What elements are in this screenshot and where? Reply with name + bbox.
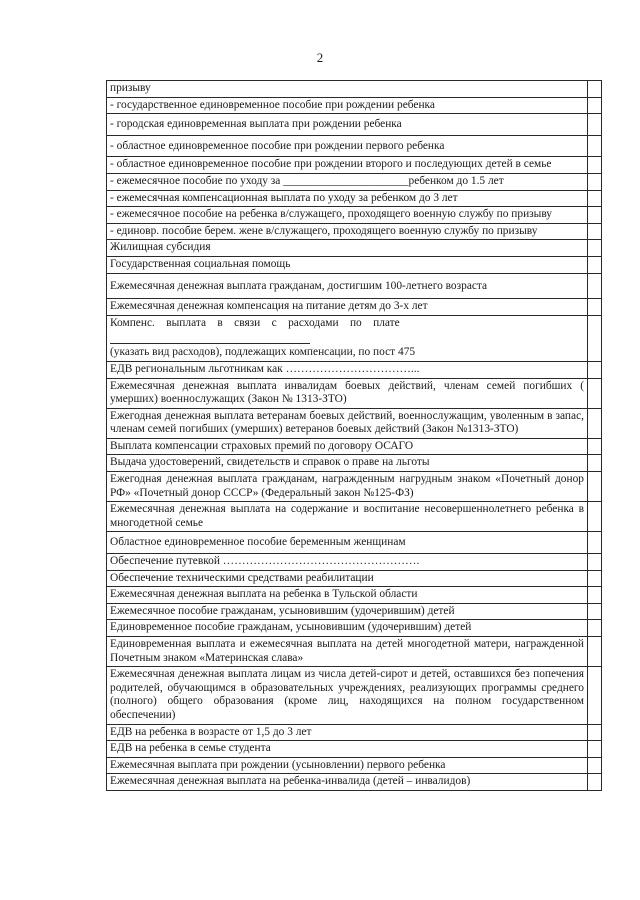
checkbox-cell[interactable] <box>588 603 602 620</box>
table-row <box>107 223 602 240</box>
checkbox-cell[interactable] <box>588 135 602 157</box>
table-row <box>107 361 602 378</box>
checkbox-cell[interactable] <box>588 502 602 532</box>
row-text: призыву <box>107 81 588 98</box>
checkbox-cell[interactable] <box>588 408 602 438</box>
checkbox-cell[interactable] <box>588 554 602 571</box>
row-text: Единовременная выплата и ежемесячная выплата на детей многодетной матери, награжденной Почетным знаком «Материнская слава» <box>107 637 588 667</box>
table-row <box>107 757 602 774</box>
row-text: Обеспечение техническими средствами реабилитации <box>107 570 588 587</box>
table-row <box>107 603 602 620</box>
table-row <box>107 97 602 114</box>
row-text: Областное единовременное пособие беременным женщинам <box>107 532 588 554</box>
table-row <box>107 408 602 438</box>
row-text: - единовр. пособие берем. жене в/служащего, проходящего военную службу по призыву <box>107 223 588 240</box>
table-row <box>107 637 602 667</box>
table-row <box>107 207 602 224</box>
row-text: - государственное единовременное пособие при рождении ребенка <box>107 97 588 114</box>
table-row <box>107 667 602 724</box>
checkbox-cell[interactable] <box>588 273 602 299</box>
table-row <box>107 173 602 190</box>
row-text: Выплата компенсации страховых премий по договору ОСАГО <box>107 438 588 455</box>
table-row <box>107 502 602 532</box>
table-row <box>107 724 602 741</box>
row-text: Обеспечение путевкой ……………………………………………. <box>107 554 588 571</box>
table-row <box>107 81 602 98</box>
row-text: Ежемесячная денежная выплата лицам из числа детей-сирот и детей, оставшихся без попечения родителей, обучающимся в образовательных учреждениях, реализующих программы среднего (полного) общего образования (кроме лиц, находящихся на полном государственном обеспечении) <box>107 667 588 724</box>
table-row <box>107 532 602 554</box>
table-row <box>107 114 602 136</box>
table-row <box>107 299 602 316</box>
row-text: Ежемесячная денежная выплата на содержание и воспитание несовершеннолетнего ребенка в многодетной семье <box>107 502 588 532</box>
table-row <box>107 438 602 455</box>
row-text: - ежемесячная компенсационная выплата по уходу за ребенком до 3 лет <box>107 190 588 207</box>
checkbox-cell[interactable] <box>588 207 602 224</box>
checkbox-cell[interactable] <box>588 223 602 240</box>
row-text: Жилищная субсидия <box>107 240 588 257</box>
checkbox-cell[interactable] <box>588 455 602 472</box>
checkbox-cell[interactable] <box>588 724 602 741</box>
checkbox-cell[interactable] <box>588 587 602 604</box>
row-text: - областное единовременное пособие при рождении второго и последующих детей в семье <box>107 157 588 174</box>
row-text: - ежемесячное пособие на ребенка в/служащего, проходящего военную службу по призыву <box>107 207 588 224</box>
row-text: Ежегодная денежная выплата гражданам, награжденным нагрудным знаком «Почетный донор РФ» «Почетный донор СССР» (Федеральный закон №125-ФЗ) <box>107 472 588 502</box>
row-text: - областное единовременное пособие при рождении первого ребенка <box>107 135 588 157</box>
checkbox-cell[interactable] <box>588 570 602 587</box>
row-text: ЕДВ на ребенка в возрасте от 1,5 до 3 лет <box>107 724 588 741</box>
checkbox-cell[interactable] <box>588 256 602 273</box>
table-row <box>107 774 602 791</box>
checkbox-cell[interactable] <box>588 97 602 114</box>
fill-in-line[interactable] <box>110 330 310 344</box>
checkbox-cell[interactable] <box>588 532 602 554</box>
checkbox-cell[interactable] <box>588 757 602 774</box>
checkbox-cell[interactable] <box>588 741 602 758</box>
checkbox-cell[interactable] <box>588 361 602 378</box>
row-text: Ежемесячная денежная выплата на ребенка в Тульской области <box>107 587 588 604</box>
checkbox-cell[interactable] <box>588 315 602 361</box>
checkbox-cell[interactable] <box>588 438 602 455</box>
table-row <box>107 472 602 502</box>
row-text: ЕДВ на ребенка в семье студента <box>107 741 588 758</box>
table-row <box>107 273 602 299</box>
table-row <box>107 240 602 257</box>
table-row <box>107 315 602 361</box>
page-number: 2 <box>316 50 324 65</box>
table-row <box>107 135 602 157</box>
row-text: ЕДВ региональным льготникам как ……………………………... <box>107 361 588 378</box>
row-text: Ежемесячная выплата при рождении (усыновлении) первого ребенка <box>107 757 588 774</box>
table-row <box>107 378 602 408</box>
row-text: - городская единовременная выплата при рождении ребенка <box>107 114 588 136</box>
table-row <box>107 570 602 587</box>
checkbox-cell[interactable] <box>588 114 602 136</box>
checkbox-cell[interactable] <box>588 190 602 207</box>
checkbox-cell[interactable] <box>588 173 602 190</box>
row-text: Ежемесячная денежная выплата инвалидам боевых действий, членам семей погибших ( умерших) военнослужащих (Закон № 1313-ЗТО) <box>107 378 588 408</box>
checkbox-cell[interactable] <box>588 620 602 637</box>
row-text: - ежемесячное пособие по уходу за ______________________ребенком до 1.5 лет <box>107 173 588 190</box>
checkbox-cell[interactable] <box>588 299 602 316</box>
checkbox-cell[interactable] <box>588 378 602 408</box>
row-text-line: Компенс. выплата в связи с расходами по плате <box>110 316 400 329</box>
row-text: Ежемесячная денежная выплата гражданам, достигшим 100-летнего возраста <box>107 273 588 299</box>
table-row <box>107 157 602 174</box>
table-row <box>107 741 602 758</box>
table-row <box>107 190 602 207</box>
row-text: Ежемесячное пособие гражданам, усыновившим (удочерившим) детей <box>107 603 588 620</box>
checkbox-cell[interactable] <box>588 240 602 257</box>
row-text: Ежемесячная денежная компенсация на питание детям до 3-х лет <box>107 299 588 316</box>
checkbox-cell[interactable] <box>588 774 602 791</box>
row-text: Ежемесячная денежная выплата на ребенка-инвалида (детей – инвалидов) <box>107 774 588 791</box>
row-text: Государственная социальная помощь <box>107 256 588 273</box>
checkbox-cell[interactable] <box>588 472 602 502</box>
row-text: Ежегодная денежная выплата ветеранам боевых действий, военнослужащим, уволенным в запас, членам семей погибших (умерших) ветеранов боевых действий (Закон №1313-ЗТО) <box>107 408 588 438</box>
row-text: Выдача удостоверений, свидетельств и справок о праве на льготы <box>107 455 588 472</box>
checkbox-cell[interactable] <box>588 637 602 667</box>
table-row <box>107 455 602 472</box>
checkbox-cell[interactable] <box>588 667 602 724</box>
row-text: Единовременное пособие гражданам, усыновившим (удочерившим) детей <box>107 620 588 637</box>
table-row <box>107 587 602 604</box>
table-row <box>107 256 602 273</box>
row-text <box>107 315 588 361</box>
checkbox-cell[interactable] <box>588 157 602 174</box>
benefits-table <box>106 80 602 791</box>
table-row <box>107 620 602 637</box>
checkbox-cell[interactable] <box>588 81 602 98</box>
table-row <box>107 554 602 571</box>
row-text-line: (указать вид расходов), подлежащих компенсации, по пост 475 <box>110 346 416 359</box>
